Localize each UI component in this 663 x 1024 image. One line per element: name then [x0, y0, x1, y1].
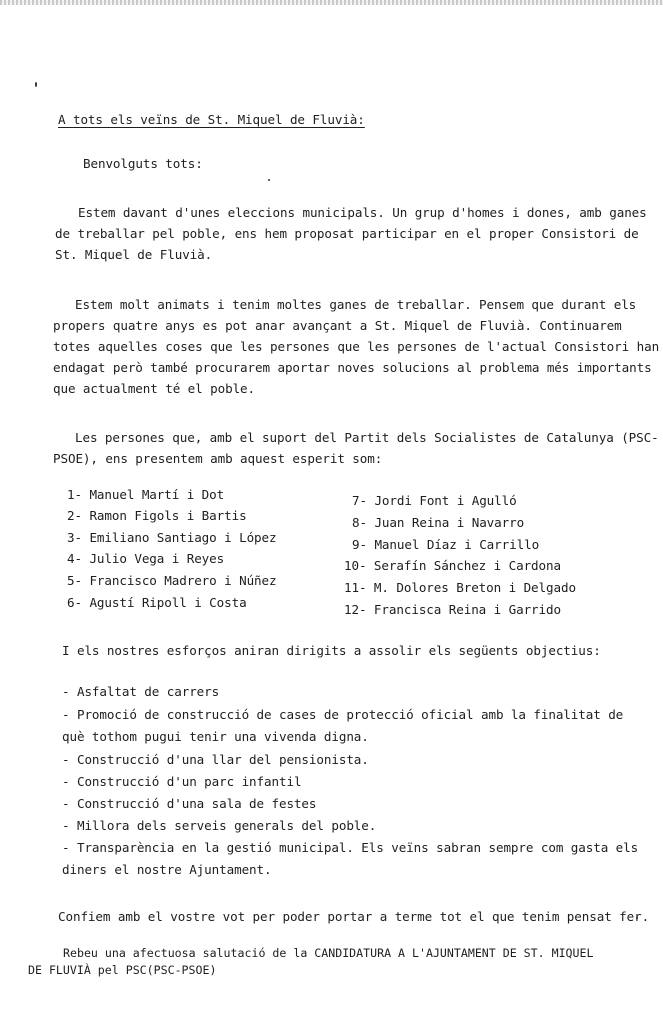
objective-item: - Construcció d'una llar del pensionista. — [62, 752, 369, 767]
objective-item: - Asfaltat de carrers — [62, 684, 220, 699]
candidate-item: 10- Serafín Sánchez i Cardona — [344, 558, 561, 573]
greeting: Benvolguts tots: — [83, 156, 203, 171]
para3-line: Les persones que, amb el suport del Partit dels Socialistes de Catalunya (PSC- — [75, 430, 659, 445]
candidate-item: 11- M. Dolores Breton i Delgado — [344, 580, 576, 595]
candidate-item: 4- Julio Vega i Reyes — [67, 551, 225, 566]
candidate-item: 12- Francisca Reina i Garrido — [344, 602, 561, 617]
objective-item: què tothom pugui tenir una vivenda digna. — [62, 729, 369, 744]
signoff-line: Rebeu una afectuosa salutació de la CANDIDATURA A L'AJUNTAMENT DE ST. MIQUEL — [63, 946, 594, 960]
candidate-item: 1- Manuel Martí i Dot — [67, 487, 225, 502]
candidate-item: 8- Juan Reina i Navarro — [352, 515, 525, 530]
candidate-item: 7- Jordi Font i Agulló — [352, 493, 517, 508]
para1-line: Estem davant d'unes eleccions municipals. Un grup d'homes i dones, amb ganes — [78, 205, 647, 220]
para3-line: PSOE), ens presentem amb aquest esperit som: — [53, 451, 383, 466]
signoff-line: DE FLUVIÀ pel PSC(PSC-PSOE) — [28, 963, 217, 977]
candidate-item: 6- Agustí Ripoll i Costa — [67, 595, 247, 610]
objective-item: - Construcció d'una sala de festes — [62, 796, 317, 811]
objective-item: - Transparència en la gestió municipal. Els veïns sabran sempre com gasta els — [62, 840, 639, 855]
candidate-item: 9- Manuel Díaz i Carrillo — [352, 537, 540, 552]
candidate-item: 5- Francisco Madrero i Núñez — [67, 573, 277, 588]
para1-line: St. Miquel de Fluvià. — [55, 247, 213, 262]
para2-line: que actualment té el poble. — [53, 381, 256, 396]
candidate-item: 2- Ramon Figols i Bartis — [67, 508, 247, 523]
scan-top-edge — [0, 0, 663, 5]
para2-line: totes aquelles coses que les persones que les persones de l'actual Consistori han — [53, 339, 660, 354]
candidate-item: 3- Emiliano Santiago i López — [67, 530, 277, 545]
para2-line: propers quatre anys es pot anar avançant a St. Miquel de Fluvià. Continuarem — [53, 318, 622, 333]
objectives-intro: I els nostres esforços aniran dirigits a assolir els següents objectius: — [62, 643, 601, 658]
objective-item: - Promoció de construcció de cases de protecció oficial amb la finalitat de — [62, 707, 624, 722]
objective-item: - Millora dels serveis generals del poble. — [62, 818, 377, 833]
para1-line: de treballar pel poble, ens hem proposat participar en el proper Consistori de — [55, 226, 639, 241]
scan-speck — [35, 82, 37, 87]
objective-item: diners el nostre Ajuntament. — [62, 862, 272, 877]
para2-line: endagat però també procurarem aportar noves solucions al problema més importants — [53, 360, 652, 375]
para2-line: Estem molt animats i tenim moltes ganes de treballar. Pensem que durant els — [75, 297, 637, 312]
scan-speck — [268, 179, 270, 181]
letter-heading: A tots els veïns de St. Miquel de Fluvià: — [58, 112, 365, 127]
closing-line: Confiem amb el vostre vot per poder portar a terme tot el que tenim pensat fer. — [58, 909, 650, 924]
objective-item: - Construcció d'un parc infantil — [62, 774, 302, 789]
